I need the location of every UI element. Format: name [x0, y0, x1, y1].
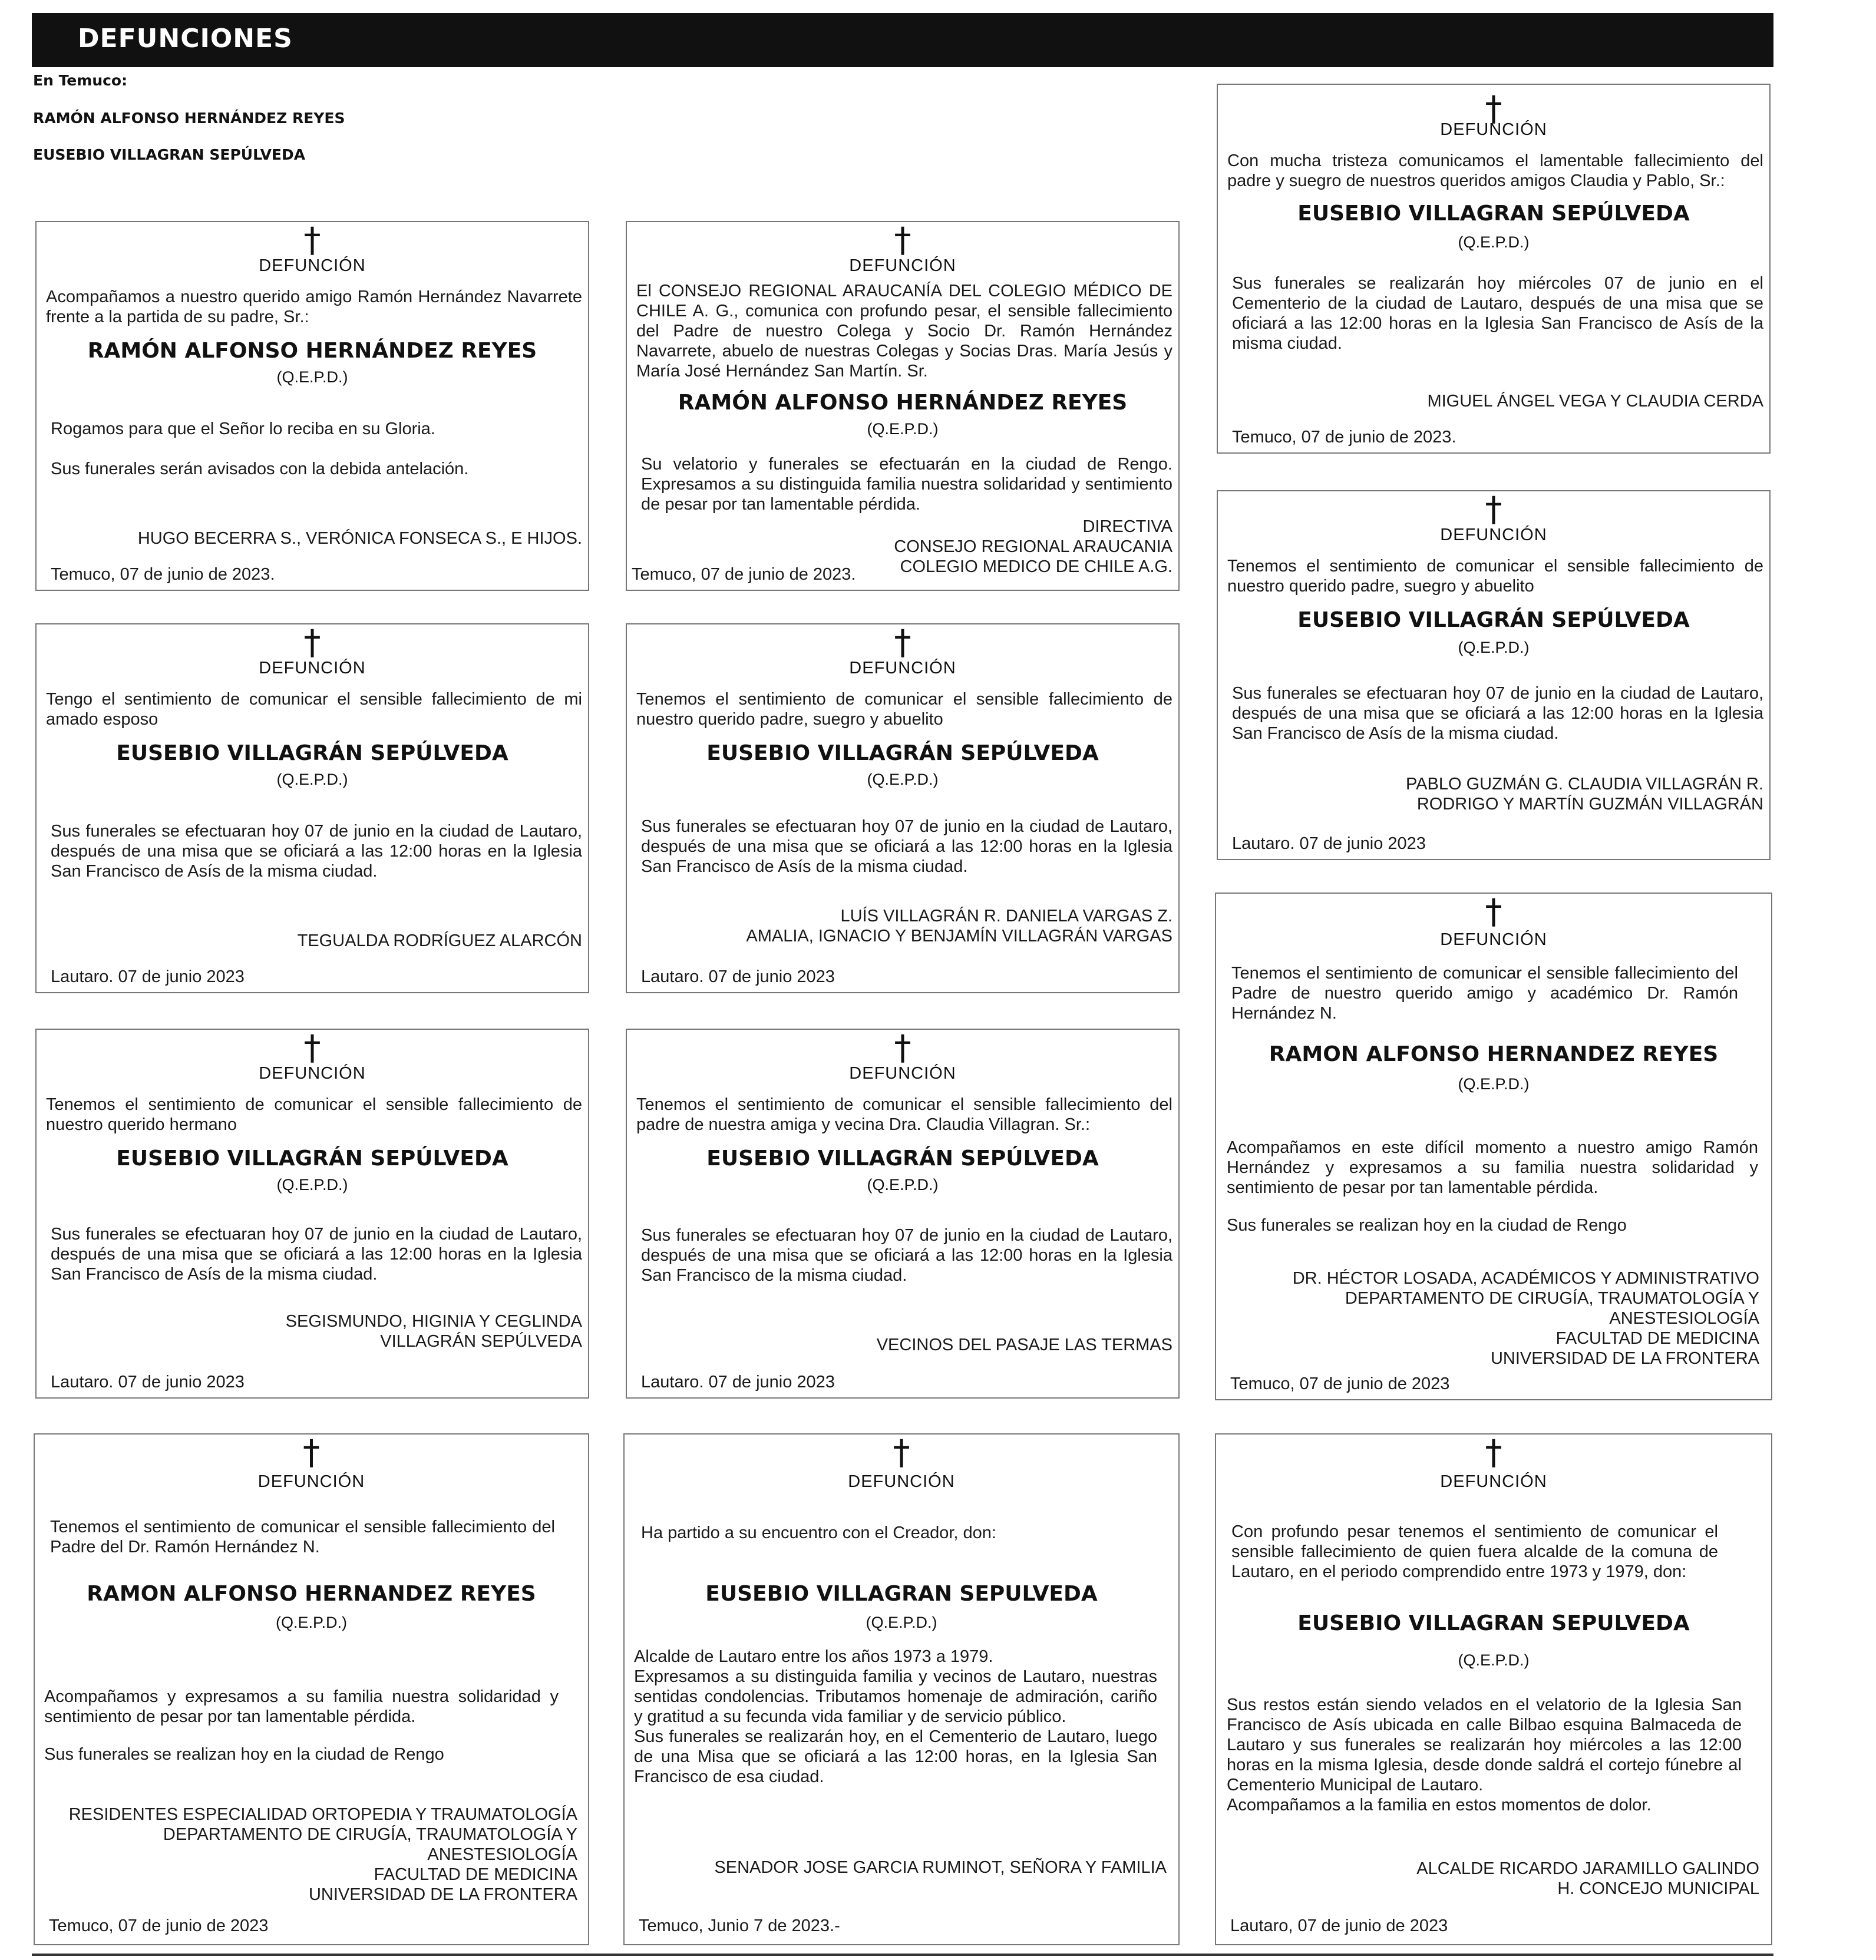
notice-body-paragraph: Alcalde de Lautaro entre los años 1973 a 1979.: [634, 1647, 993, 1666]
qepd-label: (Q.E.P.D.): [1458, 1075, 1530, 1093]
notice-body-paragraph: Sus funerales se realizarán hoy, en el Cementerio de Lautaro, luego de una Misa que se oficiará a las 12:00 horas, en la Iglesia San Francisco de esa ciudad.: [634, 1727, 1157, 1786]
notice-signature: [633, 1335, 1172, 1355]
notice-title: DEFUNCIÓN: [849, 1064, 956, 1083]
notice-signature: [633, 906, 1172, 946]
notice-intro: Tenemos el sentimiento de comunicar el sensible fallecimiento del Padre de nuestro querido amigo y académico Dr. Ramón Hernández N.: [1231, 964, 1738, 1023]
notice-card: [35, 221, 589, 591]
qepd-label: (Q.E.P.D.): [1458, 1651, 1530, 1669]
notice-date: Lautaro. 07 de junio 2023: [51, 967, 245, 986]
qepd-label: (Q.E.P.D.): [276, 771, 348, 788]
notice-body-paragraph: Acompañamos y expresamos a su familia nuestra solidaridad y sentimiento de pesar por tan lamentable pérdida.: [44, 1687, 559, 1726]
notice-title: DEFUNCIÓN: [1440, 525, 1547, 544]
notice-card: [34, 1433, 589, 1945]
cross-icon: †: [1485, 1432, 1502, 1472]
notice-body: [641, 1225, 1172, 1285]
deceased-name: EUSEBIO VILLAGRÁN SEPÚLVEDA: [116, 741, 508, 765]
deceased-name: EUSEBIO VILLAGRAN SEPULVEDA: [705, 1582, 1098, 1606]
notice-title: DEFUNCIÓN: [259, 659, 366, 677]
notice-intro: Tenemos el sentimiento de comunicar el sensible fallecimiento de nuestro querido padre, suegro y abuelito: [636, 690, 1172, 729]
deceased-name: EUSEBIO VILLAGRAN SEPÚLVEDA: [1297, 201, 1690, 226]
signature-line: H. CONCEJO MUNICIPAL: [1557, 1879, 1759, 1898]
notice-title: DEFUNCIÓN: [848, 1472, 955, 1491]
notice-body: [641, 454, 1172, 514]
notice-card: [623, 1433, 1180, 1945]
notice-card: [1215, 893, 1772, 1400]
notice-signature: [1222, 1859, 1759, 1899]
notice-date: Temuco, 07 de junio de 2023: [49, 1916, 269, 1935]
signature-line: MIGUEL ÁNGEL VEGA Y CLAUDIA CERDA: [1427, 392, 1763, 411]
notice-title: DEFUNCIÓN: [849, 659, 956, 677]
notice-card: [1217, 490, 1771, 860]
notice-intro: Tenemos el sentimiento de comunicar el sensible fallecimiento de nuestro querido hermano: [46, 1095, 582, 1134]
qepd-label: (Q.E.P.D.): [1458, 233, 1530, 251]
signature-line: LUÍS VILLAGRÁN R. DANIELA VARGAS Z.: [840, 907, 1172, 926]
notice-body-paragraph: Sus funerales se efectuaran hoy 07 de junio en la ciudad de Lautaro, después de una misa que se oficiará a las 12:00 horas en la Iglesia San Francisco de Asís de la misma ciudad.: [51, 1225, 582, 1284]
signature-line: TEGUALDA RODRÍGUEZ ALARCÓN: [297, 931, 582, 950]
notice-body: [51, 821, 582, 881]
cross-icon: †: [894, 220, 911, 260]
notice-title: DEFUNCIÓN: [259, 256, 366, 275]
deceased-name: RAMON ALFONSO HERNANDEZ REYES: [87, 1582, 536, 1606]
notice-body: [1227, 1138, 1758, 1235]
notice-body-paragraph: Sus funerales se efectuaran hoy 07 de junio en la ciudad de Lautaro, después de una misa que se oficiará a las 12:00 horas en la Iglesia San Francisco de la misma ciudad.: [641, 1226, 1172, 1285]
deceased-name: EUSEBIO VILLAGRAN SEPULVEDA: [1297, 1611, 1690, 1635]
notice-body-paragraph: Acompañamos en este difícil momento a nuestro amigo Ramón Hernández y expresamos a su familia nuestra solidaridad y sentimiento de pesar por tan lamentable pérdida.: [1227, 1138, 1758, 1197]
notice-body-paragraph: Sus funerales serán avisados con la debida antelación.: [51, 460, 469, 478]
signature-line: SEGISMUNDO, HIGINIA Y CEGLINDA: [285, 1312, 582, 1331]
signature-line: FACULTAD DE MEDICINA: [1555, 1329, 1759, 1348]
section-header-bar: [32, 13, 1773, 67]
signature-line: UNIVERSIDAD DE LA FRONTERA: [1490, 1349, 1759, 1368]
notice-card: [35, 623, 589, 993]
deceased-name: RAMÓN ALFONSO HERNÁNDEZ REYES: [87, 339, 537, 363]
signature-line: SENADOR JOSE GARCIA RUMINOT, SEÑORA Y FAMILIA: [714, 1858, 1167, 1877]
notice-signature: [42, 528, 582, 548]
notice-body: [44, 1687, 559, 1764]
signature-line: FACULTAD DE MEDICINA: [374, 1865, 577, 1884]
signature-line: AMALIA, IGNACIO Y BENJAMÍN VILLAGRÁN VARGAS: [746, 927, 1172, 946]
qepd-label: (Q.E.P.D.): [275, 1614, 348, 1631]
notice-intro: El CONSEJO REGIONAL ARAUCANÍA DEL COLEGIO MÉDICO DE CHILE A. G., comunica con profundo pesar, el sensible fallecimiento del Padre de nuestro Colega y Socio Dr. Ramón Hernández Navarrete, abuelo de nuestras Colegas y Socias Dras. María Jesús y María José Hernández San Martín. Sr.: [636, 282, 1172, 381]
notice-intro: Tengo el sentimiento de comunicar el sensible fallecimiento de mi amado esposo: [46, 690, 582, 729]
signature-line: HUGO BECERRA S., VERÓNICA FONSECA S., E HIJOS.: [137, 529, 582, 548]
notice-title: DEFUNCIÓN: [259, 1064, 366, 1083]
notice-signature: [42, 1311, 582, 1351]
deceased-name-1: RAMÓN ALFONSO HERNÁNDEZ REYES: [33, 110, 345, 127]
signature-line: DR. HÉCTOR LOSADA, ACADÉMICOS Y ADMINISTRATIVO: [1292, 1269, 1759, 1288]
signature-line: DIRECTIVA: [1082, 517, 1172, 536]
notice-date: Lautaro, 07 de junio de 2023: [1230, 1916, 1448, 1935]
notice-body-paragraph: Su velatorio y funerales se efectuarán en la ciudad de Rengo. Expresamos a su distinguida familia nuestra solidaridad y sentimiento de pesar por tan lamentable pérdida.: [641, 455, 1172, 514]
deceased-name: EUSEBIO VILLAGRÁN SEPÚLVEDA: [706, 1146, 1099, 1171]
cross-icon: †: [303, 1027, 321, 1067]
notice-body-paragraph: Sus funerales se realizan hoy en la ciudad de Rengo: [1227, 1216, 1627, 1235]
qepd-label: (Q.E.P.D.): [276, 1176, 348, 1194]
notice-body: [1232, 683, 1763, 743]
signature-line: DEPARTAMENTO DE CIRUGÍA, TRAUMATOLOGÍA Y ANESTESIOLOGÍA: [163, 1825, 577, 1864]
notice-date: Lautaro. 07 de junio 2023: [641, 967, 835, 986]
signature-line: DEPARTAMENTO DE CIRUGÍA, TRAUMATOLOGÍA Y ANESTESIOLOGÍA: [1345, 1289, 1759, 1328]
deceased-name: EUSEBIO VILLAGRÁN SEPÚLVEDA: [1297, 608, 1690, 632]
notice-date: Temuco, 07 de junio de 2023: [1230, 1374, 1450, 1393]
notice-intro: Acompañamos a nuestro querido amigo Ramón Hernández Navarrete frente a la partida de su padre, Sr.:: [46, 287, 582, 326]
signature-line: VECINOS DEL PASAJE LAS TERMAS: [876, 1336, 1172, 1354]
cross-icon: †: [303, 1432, 320, 1472]
notice-date: Lautaro. 07 de junio 2023: [1232, 834, 1426, 853]
cross-icon: †: [303, 220, 321, 260]
deceased-name: RAMÓN ALFONSO HERNÁNDEZ REYES: [678, 391, 1128, 415]
notice-date: Temuco, 07 de junio de 2023.: [51, 565, 275, 584]
notice-card: [626, 623, 1180, 993]
notice-date: Temuco, Junio 7 de 2023.-: [639, 1916, 840, 1935]
notice-signature: [1224, 774, 1763, 814]
qepd-label: (Q.E.P.D.): [867, 420, 939, 438]
notice-signature: [1222, 1268, 1759, 1369]
signature-line: CONSEJO REGIONAL ARAUCANIA: [894, 537, 1172, 556]
notice-title: DEFUNCIÓN: [1440, 120, 1547, 139]
notice-intro: Con mucha tristeza comunicamos el lamentable fallecimiento del padre y suegro de nuestros queridos amigos Claudia y Pablo, Sr.:: [1227, 151, 1763, 190]
notice-intro: Tenemos el sentimiento de comunicar el sensible fallecimiento del padre de nuestra amiga y vecina Dra. Claudia Villagran. Sr.:: [636, 1095, 1172, 1134]
cross-icon: †: [894, 1027, 911, 1067]
notice-body-paragraph: Sus funerales se realizarán hoy miércoles 07 de junio en el Cementerio de la ciudad de Lautaro, después de una misa que se oficiará a las 12:00 horas en la Iglesia San Francisco de Asís de la misma ciudad.: [1232, 274, 1763, 353]
cross-icon: †: [894, 622, 911, 662]
notice-body-paragraph: Rogamos para que el Señor lo reciba en su Gloria.: [51, 419, 435, 438]
notice-title: DEFUNCIÓN: [849, 256, 956, 275]
qepd-label: (Q.E.P.D.): [866, 1614, 937, 1631]
signature-line: UNIVERSIDAD DE LA FRONTERA: [308, 1885, 577, 1904]
notice-body-paragraph: Expresamos a su distinguida familia y vecinos de Lautaro, nuestras sentidas condolencias. Tributamos homenaje de admiración, cariño y gratitud a su fecunda vida familiar y de servicio público.: [634, 1667, 1157, 1726]
notice-card: [35, 1029, 589, 1399]
notice-body: [51, 419, 582, 479]
signature-line: RESIDENTES ESPECIALIDAD ORTOPEDIA Y TRAUMATOLOGÍA: [68, 1805, 577, 1824]
notice-intro: Ha partido a su encuentro con el Creador, don:: [641, 1523, 996, 1542]
notice-card: [1215, 1433, 1772, 1945]
deceased-name: EUSEBIO VILLAGRÁN SEPÚLVEDA: [116, 1146, 508, 1171]
notice-intro: Con profundo pesar tenemos el sentimiento de comunicar el sensible fallecimiento de quien fuera alcalde de la comuna de Lautaro, en el periodo comprendido entre 1973 y 1979, don:: [1231, 1522, 1718, 1581]
qepd-label: (Q.E.P.D.): [867, 771, 939, 788]
signature-line: PABLO GUZMÁN G. CLAUDIA VILLAGRÁN R.: [1405, 775, 1763, 794]
cross-icon: †: [1485, 88, 1502, 128]
notice-date: Lautaro. 07 de junio 2023: [51, 1373, 245, 1391]
notice-body-paragraph: Sus funerales se efectuaran hoy 07 de junio en la ciudad de Lautaro, después de una misa que se oficiará a las 12:00 horas en la Iglesia San Francisco de Asís de la misma ciudad.: [641, 817, 1172, 876]
notice-title: DEFUNCIÓN: [1440, 930, 1547, 949]
cross-icon: †: [893, 1432, 910, 1472]
notice-intro: Tenemos el sentimiento de comunicar el sensible fallecimiento del Padre del Dr. Ramón Hernández N.: [50, 1518, 555, 1556]
notice-signature: [1224, 391, 1763, 411]
notice-card: [626, 221, 1180, 591]
notice-body-paragraph: Sus restos están siendo velados en el velatorio de la Iglesia San Francisco de Asís ubicada en calle Bilbao esquina Balmaceda de Lautaro y sus funerales se realizarán hoy miércoles a las 12:00 horas en la misma Iglesia, desde donde saldrá el cortejo fúnebre al Cementerio Municipal de Lautaro.: [1227, 1695, 1742, 1794]
notice-title: DEFUNCIÓN: [1440, 1472, 1547, 1491]
notice-body-paragraph: Acompañamos a la familia en estos momentos de dolor.: [1227, 1796, 1652, 1814]
notice-title: DEFUNCIÓN: [257, 1472, 365, 1491]
signature-line: RODRIGO Y MARTÍN GUZMÁN VILLAGRÁN: [1416, 795, 1763, 814]
notice-date: Temuco, 07 de junio de 2023.: [632, 565, 856, 584]
notice-body: [51, 1224, 582, 1284]
deceased-name: EUSEBIO VILLAGRÁN SEPÚLVEDA: [706, 741, 1099, 765]
notice-body-paragraph: Sus funerales se efectuaran hoy 07 de junio en la ciudad de Lautaro, después de una misa que se oficiará a las 12:00 horas en la Iglesia San Francisco de Asís de la misma ciudad.: [51, 822, 582, 881]
notice-date: Lautaro. 07 de junio 2023: [641, 1373, 835, 1391]
notice-signature: [42, 931, 582, 951]
cross-icon: †: [1485, 891, 1502, 931]
notice-body-paragraph: Sus funerales se efectuaran hoy 07 de junio en la ciudad de Lautaro, después de una misa que se oficiará a las 12:00 horas en la Iglesia San Francisco de Asís de la misma ciudad.: [1232, 684, 1763, 743]
cross-icon: †: [303, 622, 321, 662]
notice-date: Temuco, 07 de junio de 2023.: [1232, 428, 1456, 447]
notice-signature: [41, 1804, 577, 1905]
location-label: En Temuco:: [33, 72, 128, 89]
deceased-name-2: EUSEBIO VILLAGRAN SEPÚLVEDA: [33, 146, 306, 163]
section-title: DEFUNCIONES: [78, 24, 293, 54]
notice-body: [641, 817, 1172, 877]
notice-card: [1217, 84, 1771, 454]
notice-body: [1227, 1695, 1742, 1815]
notice-intro: Tenemos el sentimiento de comunicar el sensible fallecimiento de nuestro querido padre, suegro y abuelito: [1227, 557, 1763, 596]
qepd-label: (Q.E.P.D.): [276, 368, 348, 386]
signature-line: VILLAGRÁN SEPÚLVEDA: [380, 1332, 582, 1351]
notice-card: [626, 1029, 1180, 1399]
qepd-label: (Q.E.P.D.): [867, 1176, 939, 1194]
notice-signature: [630, 1857, 1167, 1878]
qepd-label: (Q.E.P.D.): [1458, 639, 1530, 656]
cross-icon: †: [1485, 489, 1502, 529]
notice-body-paragraph: Sus funerales se realizan hoy en la ciudad de Rengo: [44, 1745, 444, 1764]
signature-line: COLEGIO MEDICO DE CHILE A.G.: [900, 557, 1172, 576]
bottom-divider: [32, 1954, 1773, 1956]
signature-line: ALCALDE RICARDO JARAMILLO GALINDO: [1416, 1859, 1759, 1878]
notice-body: [634, 1647, 1157, 1787]
notice-body: [1232, 273, 1763, 353]
deceased-name: RAMON ALFONSO HERNANDEZ REYES: [1269, 1042, 1719, 1066]
